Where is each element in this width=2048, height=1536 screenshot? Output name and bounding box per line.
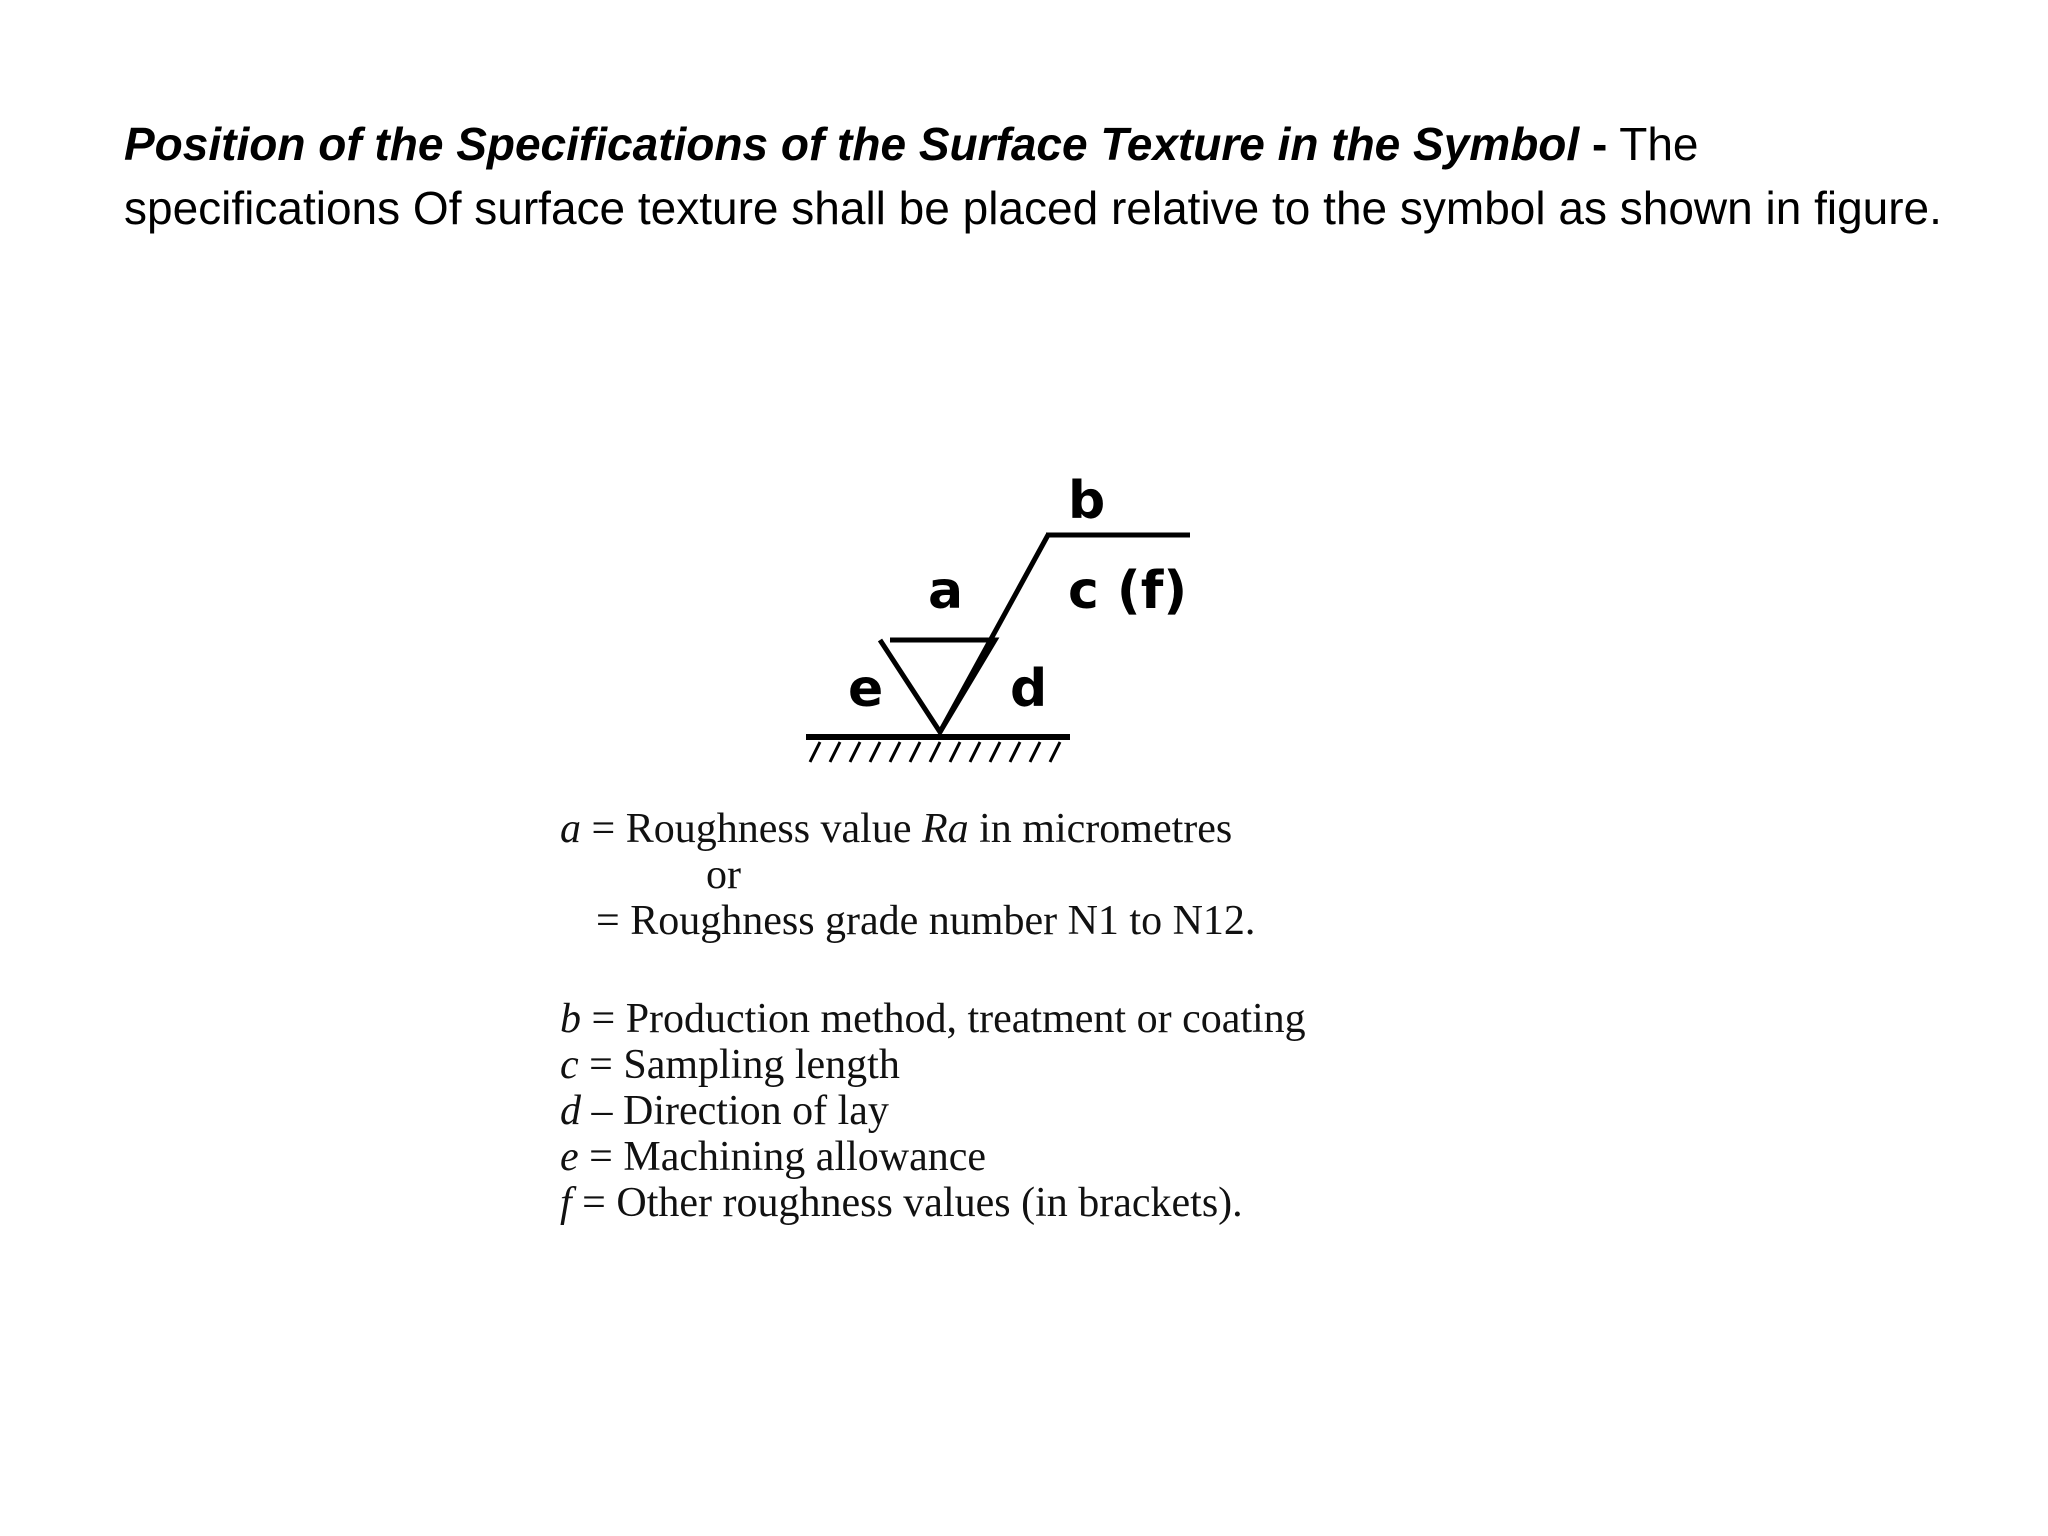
surface-hatching: [810, 742, 1060, 762]
legend-text: Other roughness values (in brackets).: [616, 1180, 1243, 1226]
legend-row-d: [560, 1088, 889, 1134]
label-b: b: [1068, 471, 1106, 531]
label-a: a: [928, 561, 964, 621]
legend-text: Production method, treatment or coating: [625, 996, 1306, 1042]
legend-text: Roughness value: [625, 806, 922, 852]
hatch-line: [1010, 742, 1020, 762]
legend-eq: =: [581, 806, 626, 852]
legend-eq: =: [571, 1180, 617, 1226]
legend-var: b: [560, 996, 581, 1042]
hatch-line: [950, 742, 960, 762]
legend-text: Roughness grade number N1 to N12.: [630, 898, 1256, 944]
legend-text-var: Ra: [921, 806, 969, 852]
intro-heading: Position of the Specifications of the Surface Texture in the Symbol: [124, 118, 1580, 170]
symbol-triangle: [880, 640, 995, 732]
intro-dash: -: [1579, 118, 1608, 170]
hatch-line: [930, 742, 940, 762]
legend-eq: =: [596, 898, 631, 944]
label-d: d: [1010, 659, 1048, 719]
legend-row-a: [560, 806, 1232, 852]
legend-eq: –: [581, 1088, 623, 1134]
hatch-line: [1030, 742, 1040, 762]
legend-row-e: [560, 1134, 986, 1180]
legend-row-f: [560, 1180, 1243, 1226]
hatch-line: [870, 742, 880, 762]
legend-var: e: [560, 1134, 579, 1180]
hatch-line: [1050, 742, 1060, 762]
legend-var: d: [560, 1088, 581, 1134]
hatch-line: [850, 742, 860, 762]
legend-text: Sampling length: [623, 1042, 900, 1088]
legend-row-b: [560, 996, 1306, 1042]
legend-or: or: [706, 852, 741, 898]
legend-eq: =: [578, 1134, 624, 1180]
legend-text: in micrometres: [968, 806, 1233, 852]
legend-row-c: [560, 1042, 900, 1088]
legend-eq: =: [581, 996, 626, 1042]
legend-var: a: [560, 806, 581, 852]
hatch-line: [830, 742, 840, 762]
legend-var: c: [560, 1042, 579, 1088]
hatch-line: [810, 742, 820, 762]
legend-eq: =: [578, 1042, 624, 1088]
label-e: e: [848, 659, 884, 719]
intro-text: The specifications Of surface texture shall be placed relative to the symbol as shown in figure.: [124, 118, 1942, 234]
hatch-line: [910, 742, 920, 762]
legend-text: Direction of lay: [623, 1088, 889, 1134]
legend-var: f: [560, 1180, 572, 1226]
hatch-line: [990, 742, 1000, 762]
hatch-line: [970, 742, 980, 762]
hatch-line: [890, 742, 900, 762]
legend-row-a2: [596, 898, 1255, 944]
legend-text: Machining allowance: [623, 1134, 987, 1180]
label-cf: c (f): [1068, 561, 1188, 621]
